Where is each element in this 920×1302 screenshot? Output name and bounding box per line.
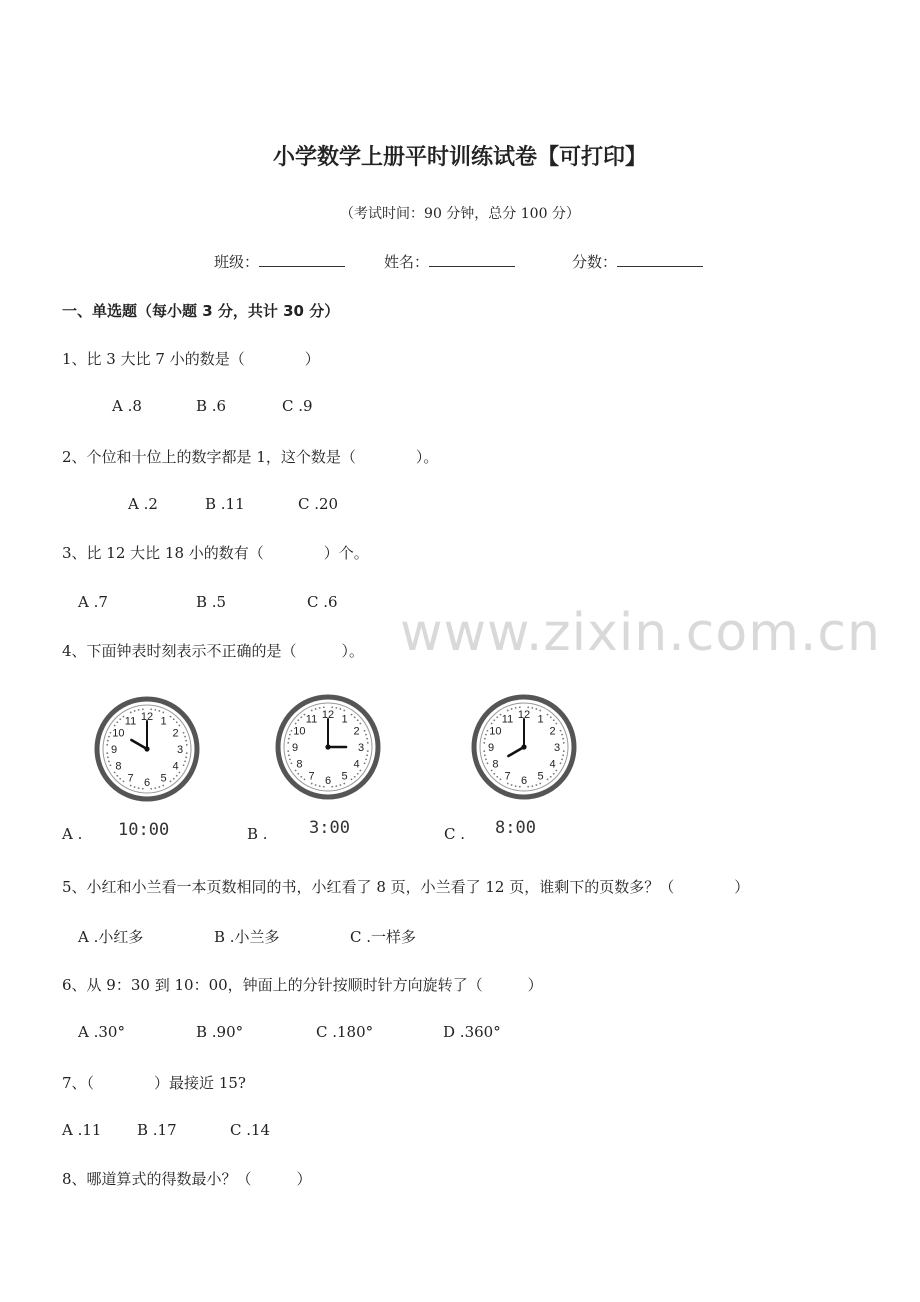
minute-tick xyxy=(287,750,289,752)
minute-tick xyxy=(563,742,565,744)
clock-numeral: 9 xyxy=(110,744,118,756)
minute-tick xyxy=(291,730,293,732)
minute-tick xyxy=(493,773,495,775)
minute-tick xyxy=(331,706,333,708)
minute-tick xyxy=(335,785,337,787)
minute-tick xyxy=(315,708,317,710)
minute-tick xyxy=(539,710,541,712)
exam-info-subtitle: （考试时间：90 分钟，总分 100 分） xyxy=(340,206,580,222)
minute-tick xyxy=(162,712,164,714)
minute-tick xyxy=(138,709,140,711)
minute-tick xyxy=(288,754,290,756)
minute-tick xyxy=(531,707,533,709)
clock-numeral: 10 xyxy=(489,725,502,738)
minute-tick xyxy=(484,754,486,756)
q7-option-a: A .11 xyxy=(62,1121,102,1139)
clock-numeral: 6 xyxy=(324,775,332,787)
minute-tick xyxy=(515,707,517,709)
minute-tick xyxy=(483,750,485,752)
q5-option-c: C .一样多 xyxy=(350,928,417,946)
minute-tick xyxy=(158,786,160,788)
clock-numeral: 1 xyxy=(537,713,544,726)
minute-tick xyxy=(555,723,557,725)
minute-tick xyxy=(527,786,529,788)
minute-tick xyxy=(142,708,144,710)
q7-option-b: B .17 xyxy=(137,1121,177,1139)
minute-tick xyxy=(484,738,486,740)
minute-tick xyxy=(178,772,180,774)
class-label: 班级： xyxy=(214,253,260,271)
minute-tick xyxy=(183,732,185,734)
minute-tick xyxy=(496,776,498,778)
question-7: 7、（ ）最接近 15? xyxy=(62,1074,246,1092)
class-field xyxy=(214,251,345,272)
minute-tick xyxy=(354,716,356,718)
minute-tick xyxy=(365,758,367,760)
minute-tick xyxy=(535,784,537,786)
clock-numeral: 2 xyxy=(353,725,360,738)
minute-tick xyxy=(173,778,175,780)
minute-tick xyxy=(550,776,552,778)
minute-tick xyxy=(150,708,152,710)
minute-tick xyxy=(319,707,321,709)
question-2: 2、个位和十位上的数字都是 1，这个数是（ ）。 xyxy=(62,448,439,466)
minute-tick xyxy=(108,736,110,738)
minute-tick xyxy=(343,710,345,712)
clock-numeral: 8 xyxy=(492,758,499,771)
question-3: 3、比 12 大比 18 小的数有（ ）个。 xyxy=(62,544,369,562)
minute-tick xyxy=(487,762,489,764)
minute-tick xyxy=(511,708,513,710)
clock-c xyxy=(469,692,579,802)
minute-tick xyxy=(483,742,485,744)
clock-numeral: 3 xyxy=(553,742,561,754)
minute-tick xyxy=(553,773,555,775)
minute-tick xyxy=(170,780,172,782)
q7-option-c: C .14 xyxy=(230,1121,271,1139)
q5-option-a: A .小红多 xyxy=(78,928,144,946)
clock-center xyxy=(144,746,149,751)
minute-tick xyxy=(364,762,366,764)
question-4: 4、下面钟表时刻表示不正确的是（ ）。 xyxy=(62,642,365,660)
section-heading: 一、单选题（每小题 3 分，共计 30 分） xyxy=(62,302,340,320)
clock-numeral: 11 xyxy=(305,713,318,726)
q6-option-c: C .180° xyxy=(316,1023,374,1041)
minute-tick xyxy=(507,783,509,785)
clock-b xyxy=(273,692,383,802)
minute-tick xyxy=(108,760,110,762)
minute-tick xyxy=(300,776,302,778)
clock-numeral: 10 xyxy=(293,725,306,738)
minute-tick xyxy=(563,750,565,752)
clock-numeral: 10 xyxy=(112,727,125,740)
minute-tick xyxy=(106,752,108,754)
minute-tick xyxy=(123,780,125,782)
q4-option-b: B . xyxy=(247,825,268,843)
minute-tick xyxy=(176,775,178,777)
q3-option-b: B .5 xyxy=(196,593,227,611)
clock-numeral: 5 xyxy=(160,772,167,785)
score-label: 分数： xyxy=(572,253,618,271)
minute-tick xyxy=(162,785,164,787)
minute-tick xyxy=(185,756,187,758)
minute-tick xyxy=(550,716,552,718)
q3-option-a: A .7 xyxy=(78,593,108,611)
minute-tick xyxy=(357,719,359,721)
clock-numeral: 7 xyxy=(308,770,315,783)
minute-tick xyxy=(176,721,178,723)
clock-c-time-label: 8:00 xyxy=(495,818,536,838)
q4-option-a: A . xyxy=(62,825,83,843)
question-6: 6、从 9：30 到 10：00，钟面上的分针按顺时针方向旋转了（ ） xyxy=(62,976,543,994)
minute-tick xyxy=(555,770,557,772)
minute-tick xyxy=(119,778,121,780)
minute-tick xyxy=(295,723,297,725)
minute-tick xyxy=(107,740,109,742)
minute-tick xyxy=(485,758,487,760)
clock-numeral: 5 xyxy=(537,770,544,783)
minute-tick xyxy=(491,723,493,725)
minute-tick xyxy=(367,742,369,744)
question-8: 8、哪道算式的得数最小？（ ） xyxy=(62,1170,312,1188)
clock-numeral: 5 xyxy=(341,770,348,783)
minute-tick xyxy=(184,736,186,738)
minute-tick xyxy=(300,716,302,718)
clock-numeral: 4 xyxy=(172,760,179,773)
minute-tick xyxy=(138,787,140,789)
minute-tick xyxy=(319,785,321,787)
minute-tick xyxy=(547,778,549,780)
clock-numeral: 12 xyxy=(140,711,154,723)
minute-tick xyxy=(311,783,313,785)
minute-tick xyxy=(354,776,356,778)
minute-tick xyxy=(185,740,187,742)
minute-tick xyxy=(297,773,299,775)
q6-option-b: B .90° xyxy=(196,1023,244,1041)
page-title: 小学数学上册平时训练试卷【可打印】 xyxy=(272,145,647,170)
q5-option-b: B .小兰多 xyxy=(214,928,280,946)
q2-option-b: B .11 xyxy=(205,495,245,513)
minute-tick xyxy=(186,744,188,746)
minute-tick xyxy=(116,775,118,777)
minute-tick xyxy=(343,783,345,785)
name-field xyxy=(384,251,515,272)
minute-tick xyxy=(339,708,341,710)
minute-tick xyxy=(487,730,489,732)
minute-tick xyxy=(560,730,562,732)
clock-numeral: 1 xyxy=(160,715,167,728)
watermark-text: www.zixin.com.cn xyxy=(400,603,881,663)
minute-tick xyxy=(339,784,341,786)
minute-tick xyxy=(519,706,521,708)
minute-tick xyxy=(515,785,517,787)
minute-tick xyxy=(158,710,160,712)
clock-numeral: 3 xyxy=(357,742,365,754)
minute-tick xyxy=(539,783,541,785)
clock-numeral: 12 xyxy=(321,709,335,721)
minute-tick xyxy=(110,764,112,766)
clock-numeral: 7 xyxy=(504,770,511,783)
clock-center xyxy=(325,744,330,749)
minute-tick xyxy=(485,734,487,736)
minute-tick xyxy=(553,719,555,721)
minute-tick xyxy=(365,734,367,736)
q6-option-a: A .30° xyxy=(78,1023,125,1041)
q4-option-c: C . xyxy=(444,825,466,843)
clock-numeral: 11 xyxy=(501,713,514,726)
minute-tick xyxy=(304,778,306,780)
minute-tick xyxy=(119,718,121,720)
minute-tick xyxy=(335,707,337,709)
score-blank[interactable] xyxy=(617,252,703,267)
minute-tick xyxy=(511,784,513,786)
q1-option-c: C .9 xyxy=(282,397,313,415)
clock-b-time-label: 3:00 xyxy=(309,818,350,838)
minute-tick xyxy=(173,718,175,720)
minute-tick xyxy=(531,785,533,787)
clock-numeral: 11 xyxy=(124,715,137,728)
clock-numeral: 12 xyxy=(517,709,531,721)
minute-tick xyxy=(184,760,186,762)
minute-tick xyxy=(287,742,289,744)
minute-tick xyxy=(291,762,293,764)
clock-numeral: 7 xyxy=(127,772,134,785)
clock-numeral: 8 xyxy=(115,760,122,773)
minute-tick xyxy=(315,784,317,786)
minute-tick xyxy=(560,762,562,764)
q2-option-c: C .20 xyxy=(298,495,339,513)
clock-numeral: 4 xyxy=(353,758,360,771)
name-blank[interactable] xyxy=(429,252,515,267)
minute-tick xyxy=(186,752,188,754)
minute-tick xyxy=(366,754,368,756)
clock-center xyxy=(521,744,526,749)
minute-tick xyxy=(106,744,108,746)
minute-tick xyxy=(134,710,136,712)
name-label: 姓名： xyxy=(384,253,430,271)
minute-tick xyxy=(297,719,299,721)
score-field xyxy=(572,251,703,272)
minute-tick xyxy=(359,723,361,725)
minute-tick xyxy=(561,758,563,760)
clock-a-time-label: 10:00 xyxy=(118,820,170,840)
minute-tick xyxy=(359,770,361,772)
minute-tick xyxy=(535,708,537,710)
clock-a xyxy=(92,694,202,804)
minute-tick xyxy=(154,709,156,711)
minute-tick xyxy=(561,734,563,736)
clock-numeral: 1 xyxy=(341,713,348,726)
minute-tick xyxy=(351,714,353,716)
clock-numeral: 8 xyxy=(296,758,303,771)
minute-tick xyxy=(507,710,509,712)
minute-tick xyxy=(366,738,368,740)
clock-numeral: 2 xyxy=(172,727,179,740)
minute-tick xyxy=(134,786,136,788)
class-blank[interactable] xyxy=(259,252,345,267)
question-5: 5、小红和小兰看一本页数相同的书，小红看了 8 页，小兰看了 12 页，谁剩下的页数多？（ ） xyxy=(62,878,750,896)
minute-tick xyxy=(351,778,353,780)
clock-numeral: 4 xyxy=(549,758,556,771)
minute-tick xyxy=(496,716,498,718)
minute-tick xyxy=(114,725,116,727)
minute-tick xyxy=(323,706,325,708)
question-1: 1、比 3 大比 7 小的数是（ ） xyxy=(62,350,320,368)
minute-tick xyxy=(178,725,180,727)
minute-tick xyxy=(110,732,112,734)
q1-option-b: B .6 xyxy=(196,397,227,415)
q2-option-a: A .2 xyxy=(128,495,158,513)
minute-tick xyxy=(547,714,549,716)
minute-tick xyxy=(170,716,172,718)
minute-tick xyxy=(289,758,291,760)
minute-tick xyxy=(364,730,366,732)
minute-tick xyxy=(311,710,313,712)
minute-tick xyxy=(150,788,152,790)
minute-tick xyxy=(527,706,529,708)
minute-tick xyxy=(130,712,132,714)
minute-tick xyxy=(154,787,156,789)
minute-tick xyxy=(500,778,502,780)
clock-numeral: 6 xyxy=(520,775,528,787)
minute-tick xyxy=(107,756,109,758)
minute-tick xyxy=(331,786,333,788)
clock-numeral: 9 xyxy=(487,742,495,754)
minute-tick xyxy=(130,785,132,787)
minute-tick xyxy=(493,719,495,721)
q3-option-c: C .6 xyxy=(307,593,338,611)
minute-tick xyxy=(288,738,290,740)
minute-tick xyxy=(367,750,369,752)
minute-tick xyxy=(562,754,564,756)
clock-numeral: 6 xyxy=(143,777,151,789)
minute-tick xyxy=(562,738,564,740)
clock-numeral: 3 xyxy=(176,744,184,756)
clock-numeral: 2 xyxy=(549,725,556,738)
minute-tick xyxy=(357,773,359,775)
clock-numeral: 9 xyxy=(291,742,299,754)
q1-option-a: A .8 xyxy=(112,397,142,415)
minute-tick xyxy=(116,721,118,723)
minute-tick xyxy=(183,764,185,766)
minute-tick xyxy=(289,734,291,736)
q6-option-d: D .360° xyxy=(443,1023,501,1041)
